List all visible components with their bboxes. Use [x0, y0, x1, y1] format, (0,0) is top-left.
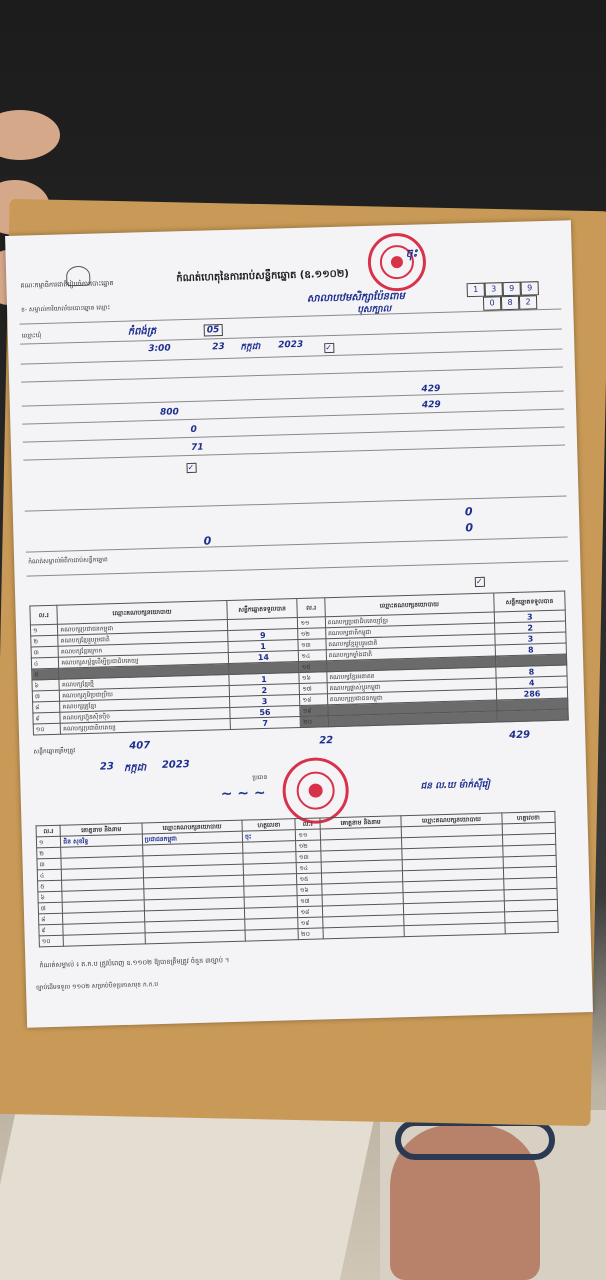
- obs-col-sign-right: ហត្ថលេខា: [501, 811, 555, 823]
- obs-col-name-right: គោត្តនាម និងនាម: [320, 816, 402, 829]
- left-no-cell: ១០: [33, 723, 61, 735]
- results-table: [29, 591, 568, 736]
- right-no-cell: ១៦: [299, 672, 327, 684]
- right-party-cell: គណបក្សប្រជាធិបតេយ្យខ្មែរ: [325, 612, 494, 628]
- left-no-cell: ៧: [32, 690, 60, 702]
- ballots-received: 800: [159, 407, 179, 418]
- observer-sign-cell: ចុះ: [242, 830, 296, 842]
- left-no-cell: ៥: [32, 668, 60, 680]
- time-value: 3:00: [148, 343, 171, 355]
- left-party-cell: គណបក្សប្រជាជនកម្ពុជា: [58, 620, 227, 636]
- observer-no-cell: ៥: [38, 880, 63, 892]
- left-party-cell: គណបក្សគ្រូខ្មែរ: [60, 696, 229, 712]
- voters-signed: 429: [421, 399, 441, 411]
- village2-value: បុសក្បាល: [357, 304, 392, 316]
- left-no-cell: ២: [31, 635, 59, 647]
- secretary-name: ជន ល.ឃ ម៉ាក់ស៊ីរៀ: [420, 779, 491, 792]
- ministry-name: គណៈកម្មាធិការជាតិរៀបចំការបោះឆ្នោត: [20, 279, 114, 290]
- village-value: សាលាបឋមសិក្សាប៉ែនពាម: [306, 290, 406, 305]
- left-party-cell: គណបក្សសម្ព័ន្ធដើម្បីប្រជាធិបតេយ្យ: [59, 652, 228, 668]
- footer-note: កំណត់សម្គាល់ ៖ ត.ក.ប ត្រូវបំពេញ ឧ.១១០២ ឱ្យបានត្រឹមត្រូវ ចំនួន ៣ច្បាប់ ។: [39, 956, 230, 970]
- col-no: ល.រ: [30, 605, 58, 625]
- observer-no-right-cell: ១៣: [296, 851, 321, 863]
- month-value: កក្កដា: [240, 341, 261, 353]
- observer-name-cell: [63, 933, 145, 946]
- commune-value: កំពង់ត្រ: [127, 325, 157, 338]
- voters-registered: 429: [421, 383, 441, 395]
- col-votes: សន្លឹកឆ្នោតទទួលបាន: [226, 599, 297, 620]
- left-votes-cell: 14: [228, 651, 299, 664]
- col-votes-right: សន្លឹកឆ្នោតទទួលបាន: [494, 591, 566, 612]
- obs-col-sign: ហត្ថលេខា: [242, 819, 296, 831]
- summary-label: កំណត់សម្គាល់អំពីការរាប់សន្លឹកឆ្នោត: [28, 556, 108, 566]
- observer-no-cell: ៤: [37, 869, 62, 881]
- divider: [21, 367, 563, 383]
- form-title: កំណត់ហេតុនៃការរាប់សន្លឹកឆ្នោត (ឧ.១១០២): [176, 268, 350, 285]
- code-digit: 3: [485, 282, 503, 296]
- station-number: 05: [204, 324, 223, 337]
- divider: [23, 442, 565, 461]
- observer-no-cell: ៦: [38, 891, 63, 903]
- right-votes-cell: 2: [495, 621, 566, 634]
- checkbox-checked[interactable]: ✓: [324, 343, 334, 353]
- observer-party-cell: [145, 930, 246, 944]
- right-no-cell: ១២: [298, 628, 326, 640]
- right-votes-cell: 4: [496, 676, 567, 689]
- left-votes-cell: 1: [227, 640, 298, 653]
- checkbox-checked[interactable]: ✓: [475, 577, 485, 587]
- code-digit: 9: [521, 281, 539, 295]
- ballots-spoiled: 71: [190, 442, 204, 453]
- observer-no-cell: ៣: [37, 858, 62, 870]
- valid-count: 0: [464, 505, 473, 519]
- observer-no-right-cell: ២០: [298, 928, 323, 940]
- right-party-cell: គណបក្សកម្លាំងជាតិ: [326, 645, 495, 661]
- left-no-cell: ៦: [32, 679, 60, 691]
- divider: [21, 349, 563, 365]
- left-votes-cell: 1: [228, 673, 299, 686]
- observer-no-cell: ៩: [39, 924, 64, 936]
- divider: [25, 495, 567, 511]
- right-no-cell: ១៣: [298, 639, 326, 651]
- left-votes-cell: 2: [229, 684, 300, 697]
- observers-table: [36, 811, 559, 947]
- right-party-cell: គណបក្សខ្មែររួបរួមជាតិ: [326, 634, 495, 650]
- observer-no-right-cell: ១៦: [297, 884, 322, 896]
- total-valid-label: សន្លឹកឆ្នោតត្រឹមត្រូវ: [33, 747, 76, 756]
- obs-col-party: ឈ្មោះគណបក្សនយោបាយ: [142, 820, 243, 834]
- obs-col-party-right: ឈ្មោះគណបក្សនយោបាយ: [401, 813, 502, 827]
- handwritten-note-top: ចុះ: [405, 246, 418, 260]
- right-party-cell: គណបក្សផ្លាស់ប្តូរកម្ពុជា: [327, 678, 496, 694]
- left-party-cell: គណបក្សខ្មែររួបរួមជាតិ: [58, 631, 227, 647]
- code-digit: 1: [467, 283, 485, 297]
- right-votes-cell: 3: [494, 610, 565, 623]
- right-votes-cell: [497, 709, 568, 722]
- left-no-cell: ៨: [33, 701, 61, 713]
- official-seal-bottom: [282, 757, 350, 825]
- year-value: 2023: [278, 339, 304, 351]
- invalid-count-left: 0: [203, 534, 212, 548]
- observer-no-cell: ២: [37, 847, 62, 859]
- ballots-unused: 0: [190, 424, 197, 435]
- signed-month: កក្កដា: [123, 762, 147, 774]
- signed-date: 23: [99, 761, 114, 773]
- divider: [26, 536, 568, 552]
- right-votes-cell: 286: [496, 687, 567, 700]
- right-no-cell: ១៧: [300, 683, 328, 695]
- left-party-cell: គណបក្សខ្មែរថ្មី: [59, 674, 228, 690]
- left-party-cell: គណបក្សភូមិប្រជាប្រិយ: [60, 685, 229, 701]
- left-votes-cell: 7: [230, 716, 301, 729]
- observer-name-cell: ជិន សុខរិទ្ធ: [61, 834, 143, 847]
- col-party-right: ឈ្មោះគណបក្សនយោបាយ: [325, 593, 495, 617]
- divider: [22, 391, 564, 407]
- observer-empty-cell: [505, 921, 559, 933]
- right-party-cell: គណបក្សជាតិកម្ពុជា: [325, 623, 494, 639]
- right-no-cell: ១៤: [299, 650, 327, 662]
- left-no-cell: ៤: [31, 657, 59, 669]
- col-no-right: ល.រ: [297, 598, 325, 618]
- observer-sign-cell: [245, 929, 299, 941]
- divider: [22, 409, 564, 425]
- left-party-cell: គណបក្សប្រជាធិបតេយ្យ: [60, 718, 229, 734]
- right-votes-cell: 8: [495, 643, 566, 656]
- obs-col-name: គោត្តនាម និងនាម: [60, 823, 142, 836]
- code-digit: 2: [519, 295, 537, 309]
- left-no-cell: ៩: [33, 712, 61, 724]
- observer-empty-cell: [404, 923, 505, 937]
- invalid-count: 0: [465, 521, 474, 535]
- chair-signature: ~ ~ ~: [220, 784, 266, 803]
- observer-no-right-cell: ១៥: [297, 873, 322, 885]
- date-value: 23: [212, 341, 225, 353]
- observer-no-cell: ៧: [38, 902, 63, 914]
- code-digit: 8: [501, 296, 519, 310]
- code-digit: 9: [503, 282, 521, 296]
- code-digit: 0: [483, 296, 501, 310]
- obs-col-no: ល.រ: [36, 825, 61, 837]
- right-votes-cell: 3: [495, 632, 566, 645]
- observer-no-cell: ១: [36, 836, 61, 848]
- left-no-cell: ៣: [31, 646, 59, 658]
- footer-note-2: ច្បាប់ដើមទទួល ១១០២ សម្រាប់បិទប្រកាសមុខ ក.ក.ប: [35, 981, 159, 992]
- election-form: [5, 220, 593, 1027]
- divider: [23, 424, 565, 443]
- right-party-cell: គណបក្សខ្មែរអនាគត: [327, 667, 496, 683]
- obs-col-no-right: ល.រ: [295, 818, 320, 830]
- observer-no-right-cell: ១២: [296, 840, 321, 852]
- right-no-cell: ១១: [298, 617, 326, 629]
- sandal-strap: [395, 1120, 555, 1160]
- observer-no-cell: ១០: [39, 935, 64, 947]
- observer-no-right-cell: ១៩: [298, 917, 323, 929]
- observer-no-right-cell: ១៤: [297, 862, 322, 874]
- section-1-label: ខ- សម្គាល់ការិយាល័យបោះឆ្នោត ឈ្មោះ: [21, 304, 111, 314]
- right-no-cell: ១៨: [300, 694, 328, 706]
- col-party: ឈ្មោះគណបក្សនយោបាយ: [57, 601, 227, 625]
- left-party-cell: គណបក្សហ៊្វុនស៊ិនប៉ិច: [60, 707, 229, 723]
- total-invalid: 22: [319, 735, 334, 747]
- left-party-cell: គណបក្សខ្មែរក្រោក: [58, 642, 227, 658]
- seal-icon: [285, 760, 347, 822]
- signed-year: 2023: [161, 759, 190, 771]
- right-party-cell: គណបក្សប្រជាជនកម្ពុជា: [327, 689, 496, 705]
- left-votes-cell: 3: [229, 695, 300, 708]
- observer-empty-cell: [323, 926, 405, 939]
- observer-no-right-cell: ១៧: [298, 895, 323, 907]
- right-no-cell: ១៥: [299, 661, 327, 673]
- left-votes-cell: 9: [227, 629, 298, 642]
- chair-label: ប្រធាន: [252, 773, 268, 782]
- observer-no-right-cell: ១៨: [298, 906, 323, 918]
- left-votes-cell: 56: [229, 705, 300, 718]
- observer-no-cell: ៨: [38, 913, 63, 925]
- right-votes-cell: 8: [496, 665, 567, 678]
- code-box-right: [483, 295, 537, 311]
- commune-label: ឈ្មោះឃុំ: [21, 332, 42, 340]
- checkbox-checked[interactable]: ✓: [186, 463, 196, 473]
- observer-party-cell: ប្រជាជនកម្ពុជា: [142, 831, 243, 845]
- total-valid: 407: [129, 740, 151, 752]
- right-no-cell: ១៩: [300, 705, 328, 717]
- right-no-cell: ២០: [301, 716, 329, 728]
- total-all: 429: [509, 729, 531, 742]
- observer-no-right-cell: ១១: [296, 829, 321, 841]
- left-no-cell: ១: [30, 624, 58, 636]
